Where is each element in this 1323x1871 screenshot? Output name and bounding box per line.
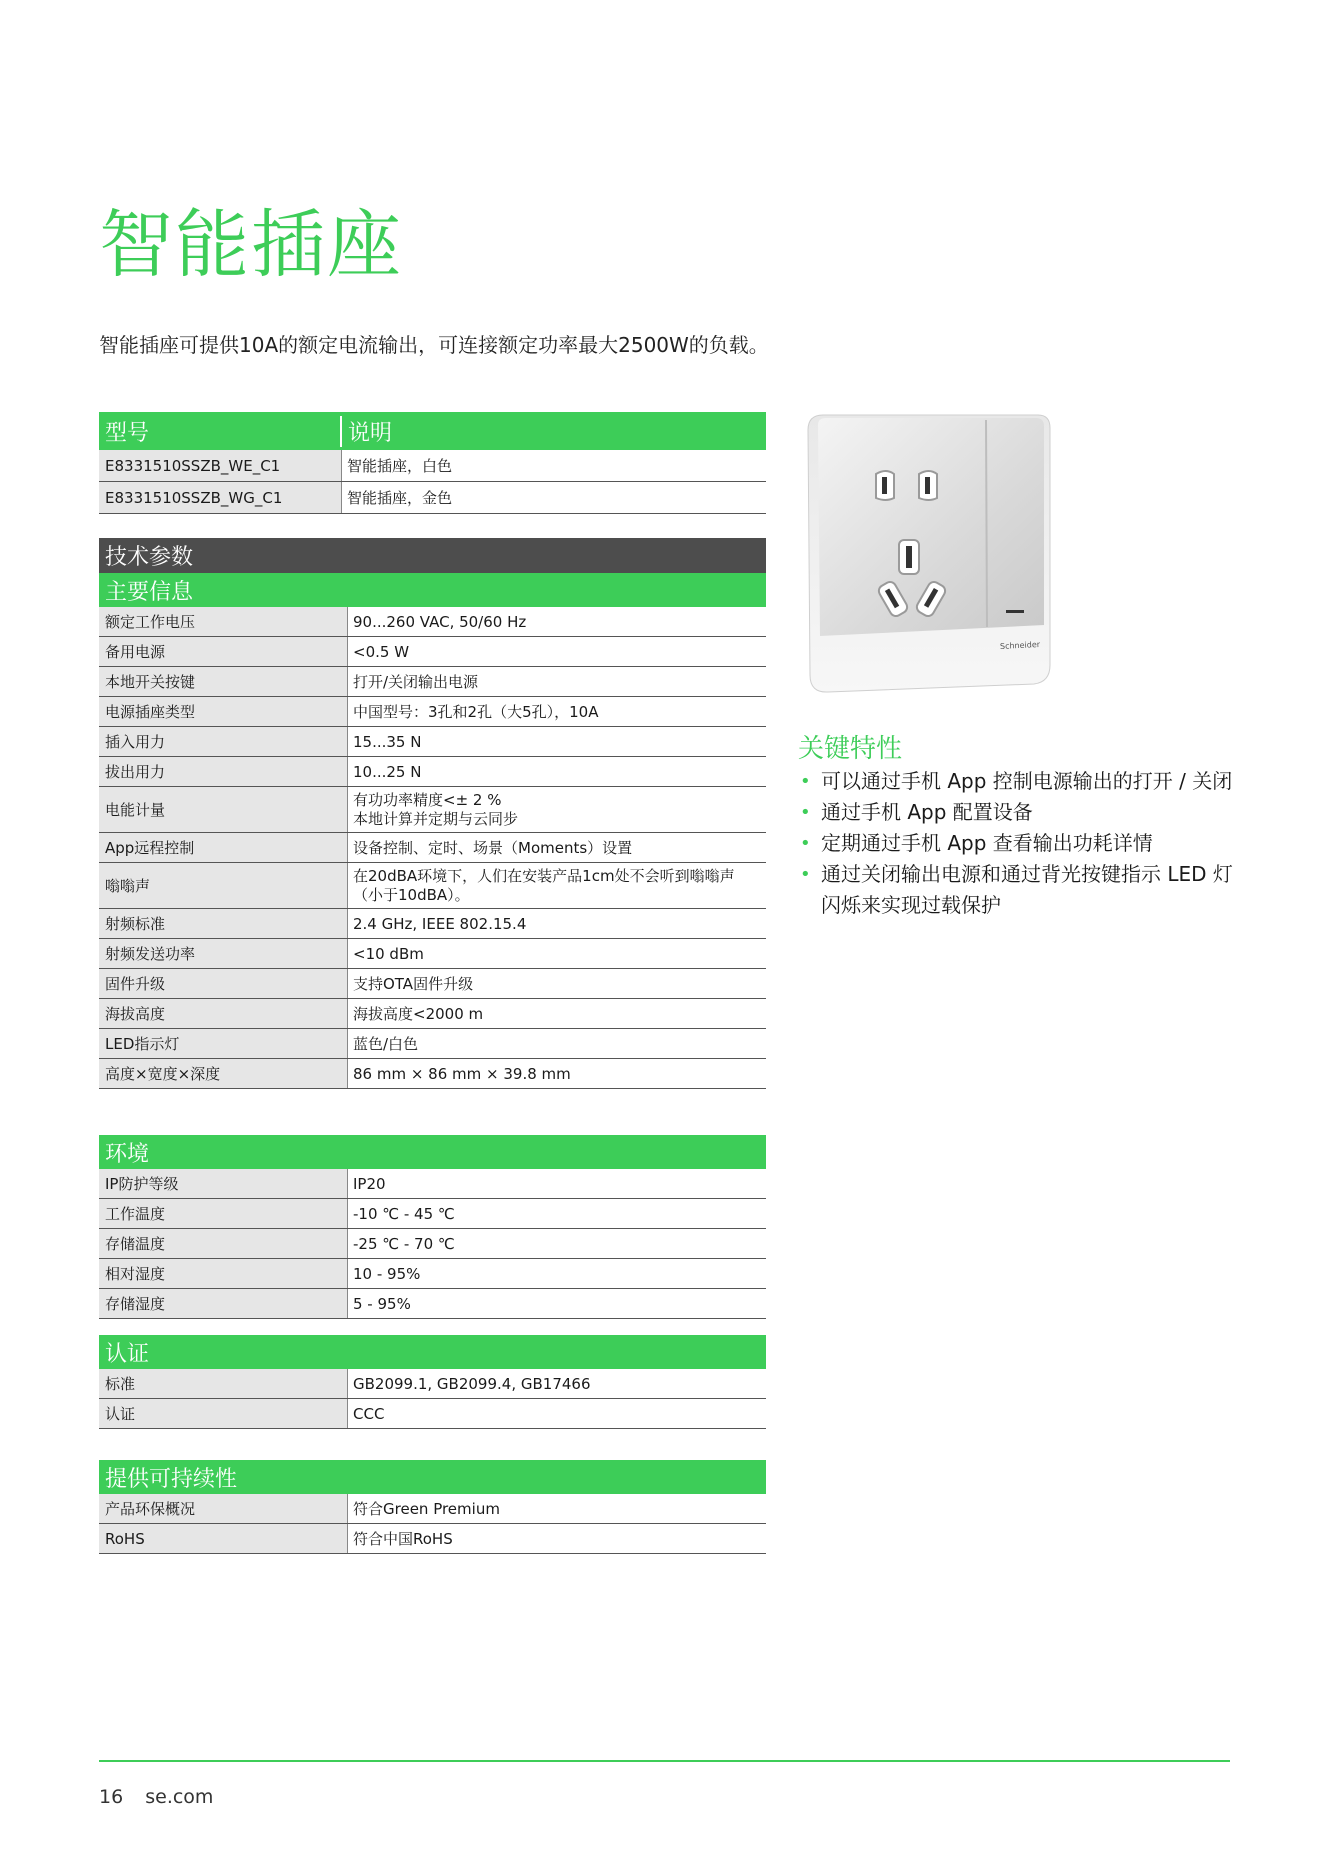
- row-value: 智能插座，白色: [342, 450, 766, 481]
- row-value: 蓝色/白色: [348, 1029, 766, 1058]
- row-label: E8331510SSZB_WE_C1: [99, 450, 342, 481]
- feature-item: [798, 828, 1248, 859]
- row-value: 支持OTA固件升级: [348, 969, 766, 998]
- product-image: [798, 410, 1058, 700]
- features-list: [798, 766, 1248, 921]
- table-row: [99, 1169, 766, 1199]
- table-row: [99, 999, 766, 1029]
- footer-divider: [99, 1760, 1230, 1762]
- row-value: [348, 787, 766, 832]
- row-value: 5 - 95%: [348, 1289, 766, 1318]
- table-row: [99, 1524, 766, 1554]
- row-label: App远程控制: [99, 833, 348, 862]
- row-value: <10 dBm: [348, 939, 766, 968]
- table-row: [99, 1399, 766, 1429]
- row-value: 90...260 VAC, 50/60 Hz: [348, 607, 766, 636]
- sustain-title: 提供可持续性: [99, 1460, 766, 1494]
- row-value: 海拔高度<2000 m: [348, 999, 766, 1028]
- model-table: [99, 412, 766, 514]
- row-label: 本地开关按键: [99, 667, 348, 696]
- feature-item: [798, 797, 1248, 828]
- model-header-model: 型号: [99, 416, 342, 447]
- env-title: 环境: [99, 1135, 766, 1169]
- row-value: [348, 863, 766, 908]
- table-row: [99, 727, 766, 757]
- row-label: LED指示灯: [99, 1029, 348, 1058]
- tech-table: [99, 538, 766, 1089]
- table-row: [99, 637, 766, 667]
- product-brand: Schneider: [999, 639, 1041, 652]
- row-label: 存储温度: [99, 1229, 348, 1258]
- row-label: RoHS: [99, 1524, 348, 1553]
- row-label: 海拔高度: [99, 999, 348, 1028]
- row-value: 打开/关闭输出电源: [348, 667, 766, 696]
- row-label: 备用电源: [99, 637, 348, 666]
- table-row: [99, 863, 766, 909]
- env-table: [99, 1135, 766, 1319]
- cert-table: [99, 1335, 766, 1429]
- page-title: 智能插座: [99, 202, 403, 288]
- bullet-icon: •: [800, 771, 811, 792]
- page-number: 16: [99, 1786, 124, 1808]
- row-value: -25 ℃ - 70 ℃: [348, 1229, 766, 1258]
- bullet-icon: •: [800, 864, 811, 885]
- table-row: [99, 787, 766, 833]
- row-value: 10 - 95%: [348, 1259, 766, 1288]
- row-value: 中国型号：3孔和2孔（大5孔），10A: [348, 697, 766, 726]
- table-row: [99, 1029, 766, 1059]
- table-row: [99, 1259, 766, 1289]
- feature-item: [798, 766, 1248, 797]
- row-label: 射频标准: [99, 909, 348, 938]
- table-row: [99, 939, 766, 969]
- row-value: 2.4 GHz, IEEE 802.15.4: [348, 909, 766, 938]
- bullet-icon: •: [800, 802, 811, 823]
- cert-title: 认证: [99, 1335, 766, 1369]
- table-row: [99, 607, 766, 637]
- table-row: [99, 450, 766, 482]
- row-label: E8331510SSZB_WG_C1: [99, 482, 342, 513]
- features-title: 关键特性: [798, 734, 903, 764]
- bullet-icon: •: [800, 833, 811, 854]
- row-value-line: （小于10dBA）。: [353, 885, 470, 904]
- model-table-header: [99, 412, 766, 450]
- row-label: IP防护等级: [99, 1169, 348, 1198]
- sustain-table: [99, 1460, 766, 1554]
- row-label: 认证: [99, 1399, 348, 1428]
- footer: [99, 1786, 229, 1808]
- smart-socket-illustration: [798, 410, 1058, 700]
- feature-text: 定期通过手机 App 查看输出功耗详情: [821, 831, 1153, 855]
- model-header-desc: 说明: [348, 420, 393, 446]
- row-label: 存储湿度: [99, 1289, 348, 1318]
- row-label: 高度×宽度×深度: [99, 1059, 348, 1088]
- row-value-line: 本地计算并定期与云同步: [353, 809, 519, 828]
- row-value: IP20: [348, 1169, 766, 1198]
- row-label: 工作温度: [99, 1199, 348, 1228]
- table-row: [99, 1494, 766, 1524]
- row-value-line: 在20dBA环境下，人们在安装产品1cm处不会听到嗡嗡声: [353, 866, 735, 885]
- feature-text: 可以通过手机 App 控制电源输出的打开 / 关闭: [821, 769, 1233, 793]
- row-value: -10 ℃ - 45 ℃: [348, 1199, 766, 1228]
- row-value: 智能插座，金色: [342, 482, 766, 513]
- feature-item: [798, 859, 1248, 921]
- row-value: 86 mm × 86 mm × 39.8 mm: [348, 1059, 766, 1088]
- tech-title: 技术参数: [99, 538, 766, 573]
- table-row: [99, 667, 766, 697]
- table-row: [99, 697, 766, 727]
- row-label: 插入用力: [99, 727, 348, 756]
- main-info-title: 主要信息: [99, 573, 766, 607]
- row-value-line: 有功功率精度<± 2 %: [353, 790, 502, 809]
- row-label: 标准: [99, 1369, 348, 1398]
- table-row: [99, 1059, 766, 1089]
- row-label: 电能计量: [99, 787, 348, 832]
- row-value: 符合Green Premium: [348, 1494, 766, 1523]
- intro-text: 智能插座可提供10A的额定电流输出，可连接额定功率最大2500W的负载。: [99, 333, 769, 357]
- feature-text: 通过手机 App 配置设备: [821, 800, 1033, 824]
- row-value: GB2099.1, GB2099.4, GB17466: [348, 1369, 766, 1398]
- row-label: 产品环保概况: [99, 1494, 348, 1523]
- table-row: [99, 1199, 766, 1229]
- row-label: 额定工作电压: [99, 607, 348, 636]
- row-label: 固件升级: [99, 969, 348, 998]
- table-row: [99, 482, 766, 514]
- row-value: <0.5 W: [348, 637, 766, 666]
- row-value: 设备控制、定时、场景（Moments）设置: [348, 833, 766, 862]
- row-label: 射频发送功率: [99, 939, 348, 968]
- row-label: 嗡嗡声: [99, 863, 348, 908]
- feature-text: 通过关闭输出电源和通过背光按键指示 LED 灯闪烁来实现过载保护: [821, 862, 1233, 917]
- row-label: 电源插座类型: [99, 697, 348, 726]
- row-value: 符合中国RoHS: [348, 1524, 766, 1553]
- row-value: 10...25 N: [348, 757, 766, 786]
- row-value: 15...35 N: [348, 727, 766, 756]
- site-link: se.com: [145, 1786, 214, 1808]
- row-value: CCC: [348, 1399, 766, 1428]
- table-row: [99, 833, 766, 863]
- table-row: [99, 757, 766, 787]
- table-row: [99, 1369, 766, 1399]
- row-label: 相对湿度: [99, 1259, 348, 1288]
- table-row: [99, 909, 766, 939]
- table-row: [99, 969, 766, 999]
- table-row: [99, 1289, 766, 1319]
- table-row: [99, 1229, 766, 1259]
- row-label: 拔出用力: [99, 757, 348, 786]
